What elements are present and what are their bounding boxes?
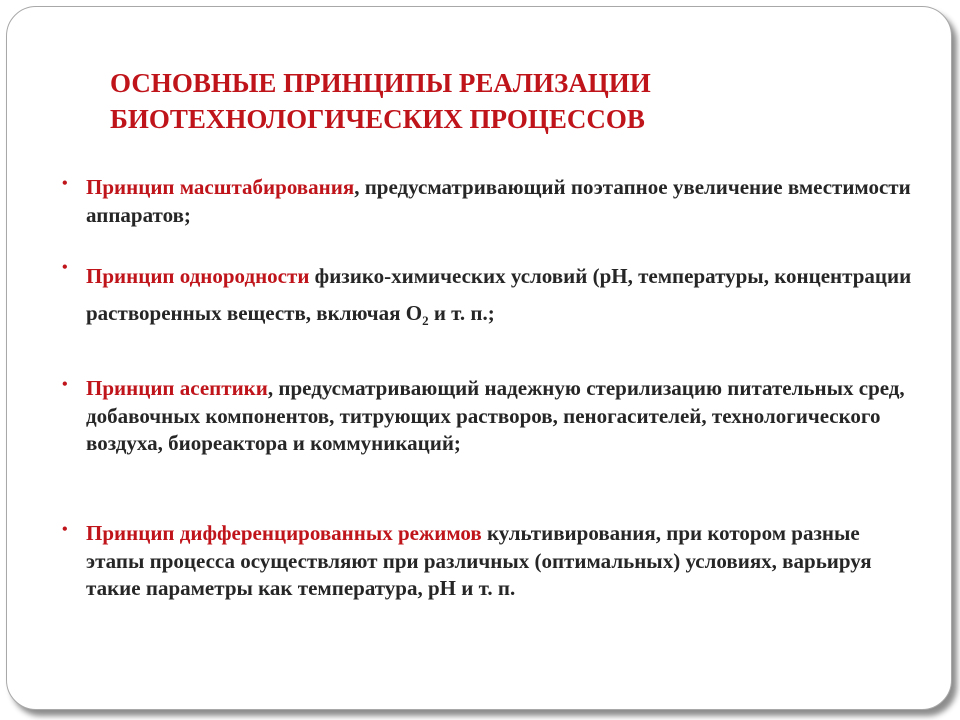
list-item-differentiated-modes [62,520,922,603]
item-highlight: Принцип масштабирования [86,175,355,199]
item-highlight: Принцип асептики [86,376,268,400]
item-subscript: 2 [422,313,429,328]
bullet-icon: • [62,259,68,276]
slide-title [110,65,870,137]
bullet-icon: • [62,175,68,192]
title-line-2: БИОТЕХНОЛОГИЧЕСКИХ ПРОЦЕССОВ [110,104,645,134]
item-text: культивирования, при котором разные этапы процесса осуществляют при различных (оптимальных) условиях, варьируя такие параметры как температура, рН и т. п. [86,521,872,600]
item-text: , предусматривающий поэтапное увеличение вместимости аппаратов; [86,175,911,227]
item-highlight: Принцип однородности [86,264,310,288]
bullet-icon: • [62,521,68,538]
item-text-after: и т. п.; [428,301,495,325]
item-text: , предусматривающий надежную стерилизацию питательных сред, добавочных компонентов, титрующих растворов, пеногасителей, технологического воздуха, биореактора и коммуникаций; [86,376,905,455]
list-item-asepsis [62,375,922,458]
item-text: физико-химических условий (рН, температуры, концентрации растворенных веществ, включая О [86,264,912,325]
bullet-icon: • [62,376,68,393]
list-item-homogeneity [62,258,922,332]
list-item-scaling [62,174,922,229]
title-line-1: ОСНОВНЫЕ ПРИНЦИПЫ РЕАЛИЗАЦИИ [110,68,651,98]
item-highlight: Принцип дифференцированных режимов [86,521,482,545]
